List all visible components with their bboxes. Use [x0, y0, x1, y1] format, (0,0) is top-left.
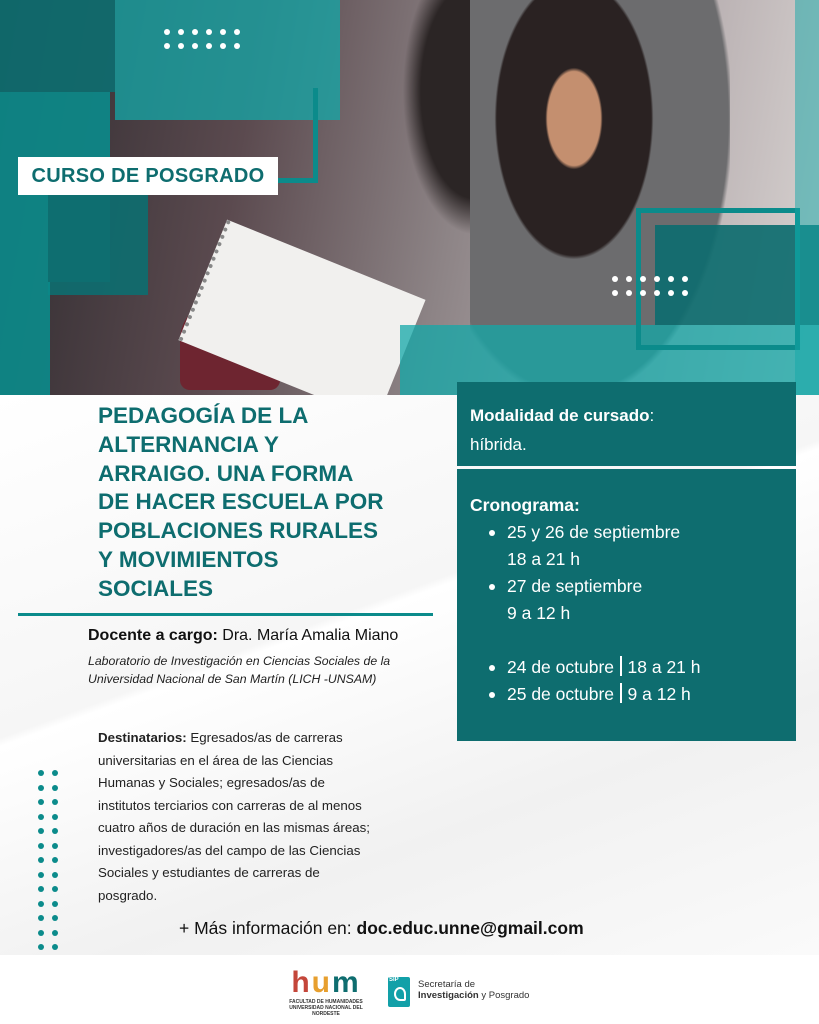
schedule-box — [457, 469, 796, 741]
separator-bar — [620, 656, 622, 676]
deco-square — [0, 0, 115, 92]
deco-strip — [795, 0, 819, 395]
hum-faculty-logo — [286, 966, 366, 1017]
schedule-item — [457, 654, 796, 681]
audience-text: Egresados/as de carreras universitarias en el área de las Ciencias Humanas y Sociales; egresados/as de institutos terciarios con carreras de al menos cuatro años de duración en las mismas áreas; investigadores/as del campo de las Ciencias Sociales y estudiantes de carreras de posgrado. — [98, 730, 370, 903]
contact-line — [179, 918, 584, 939]
course-type-badge: CURSO DE POSGRADO — [18, 157, 278, 195]
schedule-time: 18 a 21 h — [507, 549, 580, 569]
course-title: PEDAGOGÍA DE LA ALTERNANCIA Y ARRAIGO. UNA FORMA DE HACER ESCUELA POR POBLACIONES RURALES Y MOVIMIENTOS SOCIALES — [98, 403, 384, 601]
title-underline — [18, 613, 433, 616]
schedule-time: 9 a 12 h — [507, 603, 571, 623]
schedule-heading: Cronograma: — [470, 495, 580, 515]
contact-prefix: + Más información en: — [179, 918, 352, 938]
teacher-affiliation: Laboratorio de Investigación en Ciencias Sociales de la Universidad Nacional de San Martín (LICH -UNSAM) — [88, 654, 391, 686]
contact-email[interactable]: doc.educ.unne@gmail.com — [356, 918, 584, 938]
modality-value: híbrida. — [470, 435, 527, 454]
modality-label-row: Modalidad de cursado: — [470, 406, 655, 425]
secretaria-icon: SIP — [388, 977, 410, 1007]
hum-logo-subtitle: FACULTAD DE HUMANIDADES UNIVERSIDAD NACIONAL DEL NORDESTE — [289, 999, 363, 1017]
schedule-time: 18 a 21 h — [627, 657, 701, 677]
teacher-name: Dra. María Amalia Miano — [222, 627, 399, 644]
audience-label: Destinatarios: — [98, 730, 187, 745]
modality-box — [457, 382, 796, 466]
schedule-date: 25 y 26 de septiembre — [507, 522, 681, 542]
secretaria-name: Secretaría de Investigación y Posgrado — [418, 979, 530, 1001]
audience-paragraph — [98, 727, 433, 907]
teacher-line — [88, 627, 398, 645]
schedule-date: 24 de octubre — [507, 657, 615, 677]
modality-label: Modalidad de cursado — [470, 406, 650, 425]
schedule-date: 27 de septiembre — [507, 576, 643, 596]
hum-logo-wordmark: hum — [291, 966, 361, 999]
teacher-label: Docente a cargo: — [88, 627, 218, 644]
separator-bar — [620, 683, 622, 703]
schedule-time: 9 a 12 h — [627, 684, 691, 704]
deco-square — [48, 185, 148, 295]
header-photo — [0, 0, 819, 395]
schedule-item — [457, 573, 796, 627]
dots-decoration-top — [164, 29, 240, 49]
schedule-item — [457, 681, 796, 708]
schedule-date: 25 de octubre — [507, 684, 615, 704]
dots-decoration-right — [612, 276, 688, 296]
schedule-item — [457, 519, 796, 573]
schedule-list — [457, 519, 796, 708]
deco-square — [0, 282, 50, 395]
